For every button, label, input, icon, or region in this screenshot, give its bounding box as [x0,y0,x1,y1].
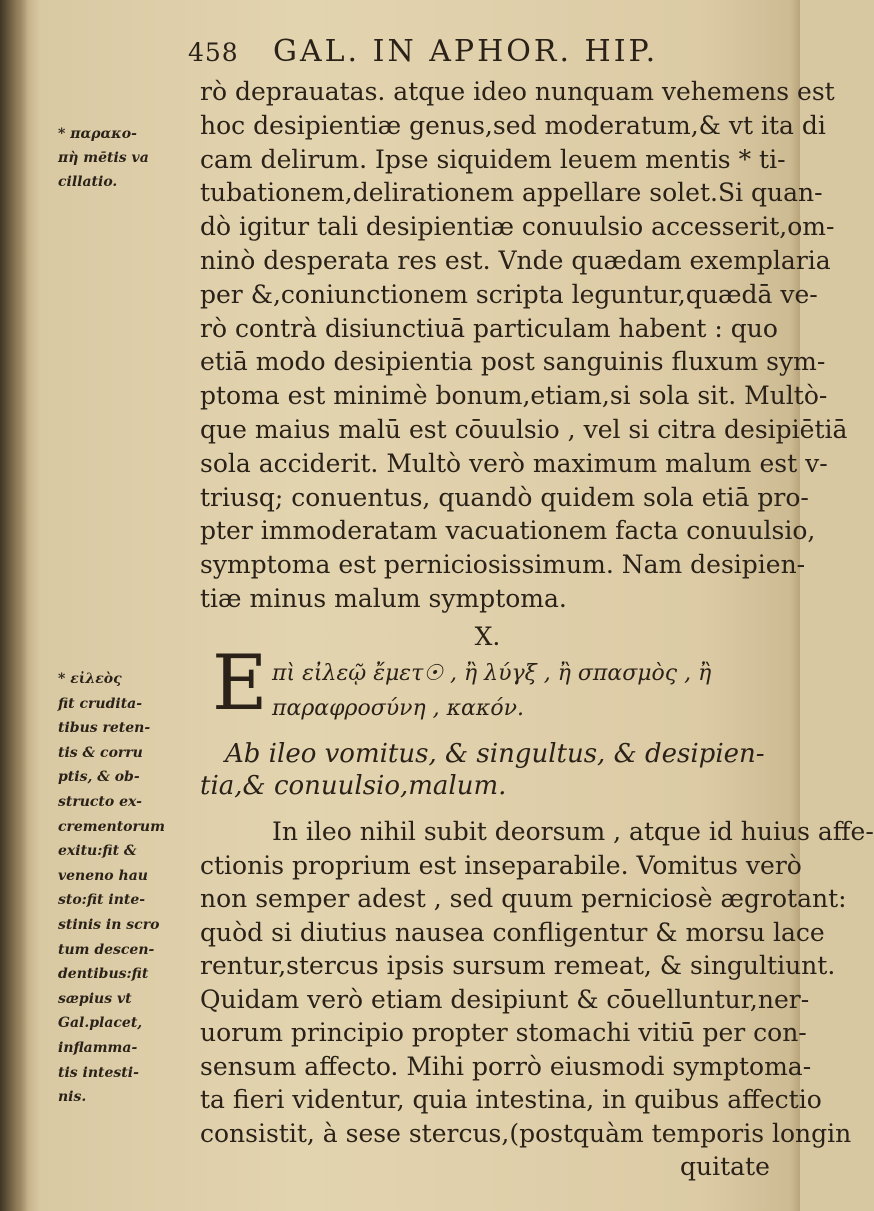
greek-aphorism-line: πὶ εἰλεῷ ἔμετ☉ , ἢ λύγξ , ἢ σπασμὸς , ἢ [272,661,712,686]
margin-note-line: * εἰλεὸς [58,671,122,687]
text-line: rò contrà disiunctiuā particulam habent : quo [200,313,778,343]
margin-note-line: fit crudita- [58,695,143,712]
margin-note-line: cillatio. [58,174,118,190]
text-line: ptoma est minimè bonum,etiam,si sola sit. Multò- [200,381,828,411]
greek-aphorism-line: παραφροσύνη , κακόν. [272,696,524,721]
text-line: quòd si diutius nausea confligentur & morsu lace [200,917,825,947]
margin-note-line: * παρακο- [58,126,137,142]
text-line: dò igitur tali desipientiæ conuulsio accesserit,om- [200,212,835,242]
text-line: etiā modo desipientia post sanguinis fluxum sym- [200,347,826,377]
text-line: uorum principio propter stomachi vitiū per con- [200,1018,807,1047]
margin-note-line: Gal.placet, [58,1015,143,1032]
text-line: non semper adest , sed quum perniciosè ægrotant: [200,884,847,913]
text-line: pter immoderatam vacuationem facta conuulsio, [200,516,816,546]
text-line: rentur,stercus ipsis sursum remeat, & singultiunt. [200,951,836,980]
margin-note-line: tibus reten- [58,720,151,737]
text-line: tiæ minus malum symptoma. [200,584,567,613]
latin-aphorism-line: Ab ileo vomitus, & singultus, & desipien- [225,739,765,769]
margin-note-line: nis. [58,1089,87,1106]
text-line: ninò desperata res est. Vnde quædam exemplaria [200,246,831,275]
text-line: per &,coniunctionem scripta leguntur,quædā ve- [200,279,818,309]
section-number: X. [474,622,501,651]
margin-note-line: veneno hau [58,867,148,884]
latin-aphorism-line: tia,& conuulsio,malum. [200,771,507,801]
text-line: In ileo nihil subit deorsum , atque id huius affe- [272,817,874,846]
drop-cap: E [212,638,268,727]
margin-note-line: sæpius vt [58,990,132,1007]
text-line: tubationem,delirationem appellare solet.Si quan- [200,178,823,208]
text-line: cam delirum. Ipse siquidem leuem mentis * ti- [200,144,786,174]
text-line: sensum affecto. Mihi porrò eiusmodi symptoma- [200,1051,812,1081]
text-line: ta fieri videntur, quia intestina, in quibus affectio [200,1085,822,1114]
running-header [188,34,768,78]
text-line: que maius malū est cōuulsio , vel si citra desipiētiā [200,415,848,444]
margin-note-line: structo ex- [58,794,142,810]
text-line: hoc desipientiæ genus,sed moderatum,& vt ita di [200,110,826,140]
margin-note-line: dentibus:fit [58,966,149,983]
text-line: Quidam verò etiam desipiunt & cōuelluntur,ner- [200,984,810,1014]
page-number: 458 [188,38,239,67]
text-line: consistit, à sese stercus,(postquàm temporis longin [200,1118,852,1148]
running-title: GAL. IN APHOR. HIP. [273,34,659,69]
margin-note-line: tum descen- [58,941,155,958]
text-line: quitate [680,1152,770,1181]
text-line: ctionis proprium est inseparabile. Vomitus verò [200,850,802,880]
margin-note-line: πὴ mētis va [58,150,149,166]
margin-note-line: stinis in scro [58,917,160,933]
text-line: triusq; conuentus, quandò quidem sola etiā pro- [200,482,809,512]
margin-note-line: tis intesti- [58,1064,139,1081]
text-line: sola acciderit. Multò verò maximum malum est v- [200,448,828,478]
text-line: rò deprauatas. atque ideo nunquam vehemens est [200,77,835,106]
margin-note-line: inflamma- [58,1040,138,1056]
page-gutter [0,0,28,1211]
text-line: symptoma est perniciosissimum. Nam desipien- [200,550,806,580]
margin-note-line: exitu:fit & [58,843,137,860]
margin-note-line: crementorum [58,818,165,835]
margin-note-line: sto:fit inte- [58,892,146,909]
margin-note-line: tis & corru [58,744,143,761]
margin-note-line: ptis, & ob- [58,769,140,786]
